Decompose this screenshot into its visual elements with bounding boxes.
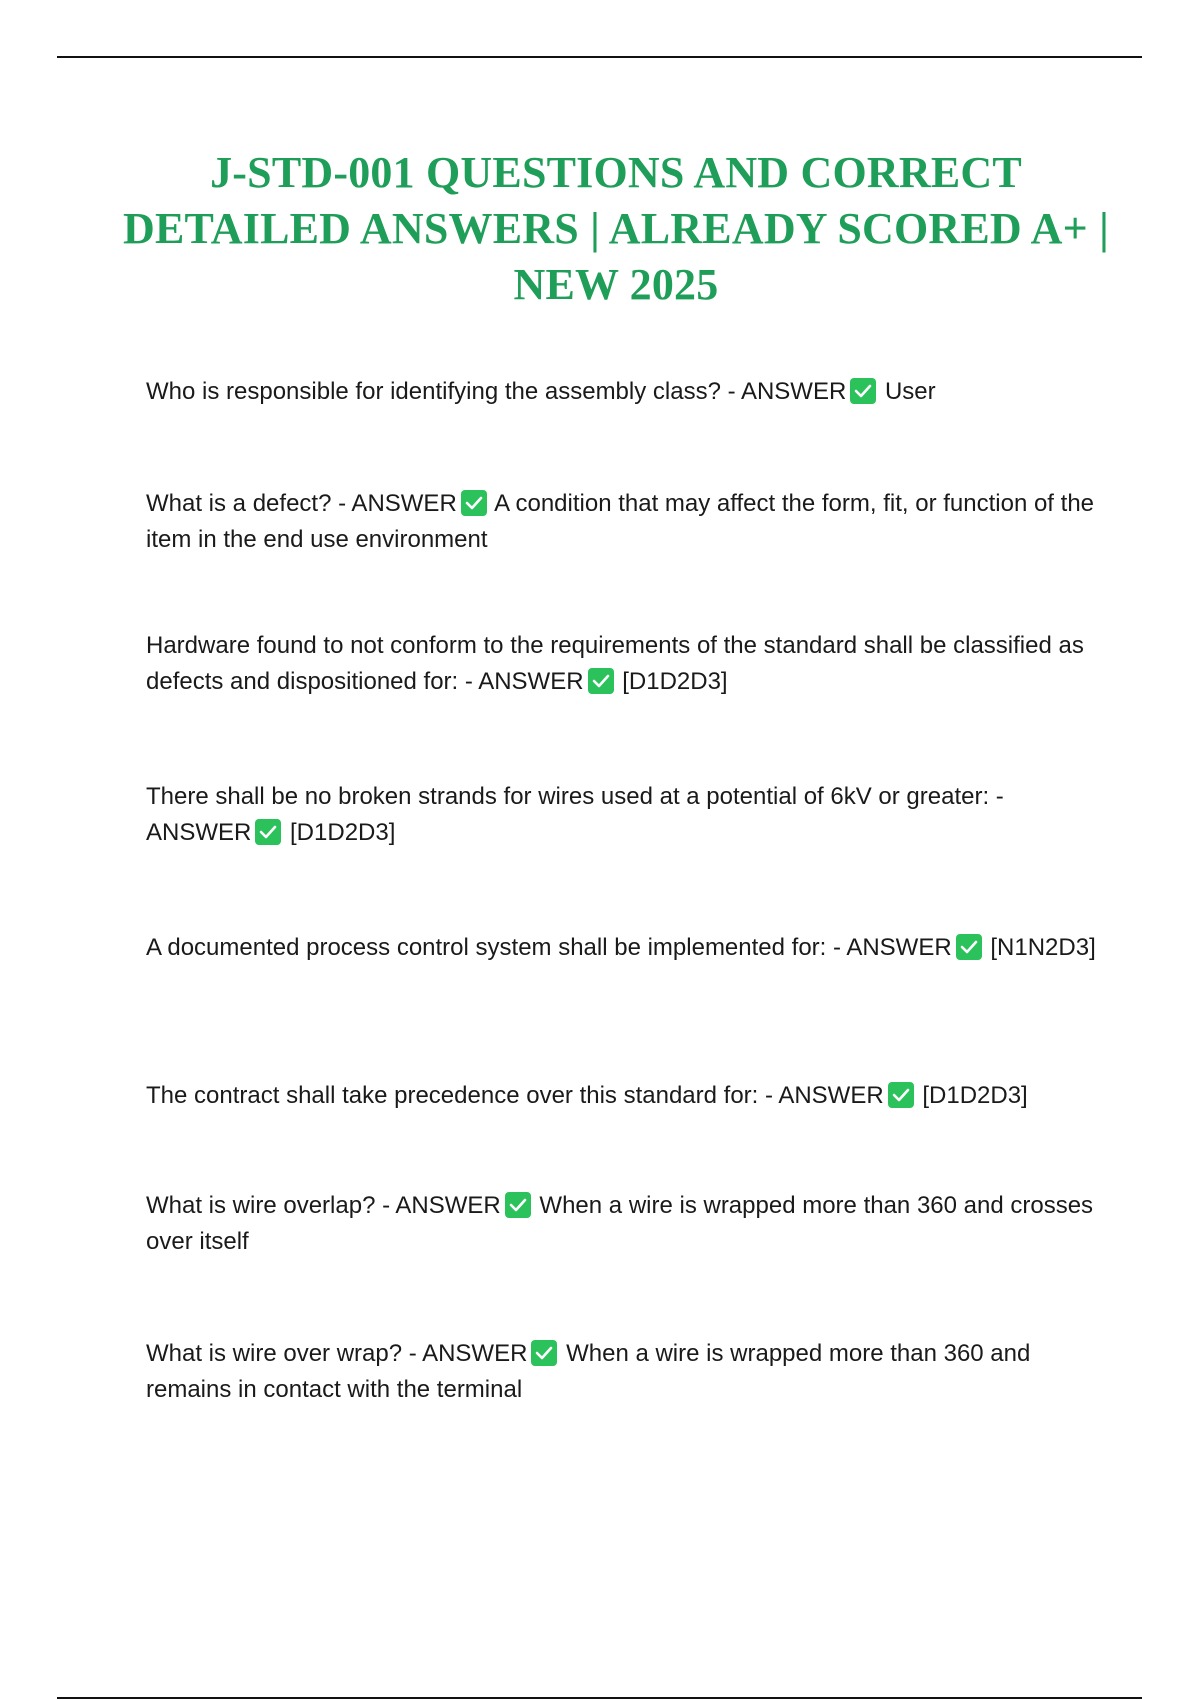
footer-rule xyxy=(57,1697,1142,1699)
answer-text: User xyxy=(878,378,936,405)
answer-text: When a wire is wrapped more than 360 and remains in contact with the terminal xyxy=(146,1340,1031,1403)
qa-item xyxy=(146,486,1096,558)
question-text: There shall be no broken strands for wires used at a potential of 6kV or greater: - ANSWER xyxy=(146,783,1004,846)
checkmark-icon xyxy=(255,819,281,845)
qa-item xyxy=(146,930,1096,966)
checkmark-icon xyxy=(461,490,487,516)
qa-item xyxy=(146,779,1096,851)
answer-text: [D1D2D3] xyxy=(615,668,728,695)
document-title: J-STD-001 QUESTIONS AND CORRECT DETAILED ANSWERS | ALREADY SCORED A+ | NEW 2025 xyxy=(122,148,1110,309)
qa-item xyxy=(146,1078,1096,1114)
checkmark-icon xyxy=(956,934,982,960)
question-text: Who is responsible for identifying the assembly class? - ANSWER xyxy=(146,378,847,405)
question-text: Hardware found to not conform to the requirements of the standard shall be classified as defects and dispositioned for: - ANSWER xyxy=(146,632,1084,695)
question-text: What is a defect? - ANSWER xyxy=(146,490,457,517)
question-text: The contract shall take precedence over this standard for: - ANSWER xyxy=(146,1082,884,1109)
question-text: A documented process control system shall be implemented for: - ANSWER xyxy=(146,934,952,961)
answer-text: When a wire is wrapped more than 360 and crosses over itself xyxy=(146,1192,1094,1255)
question-text: What is wire over wrap? - ANSWER xyxy=(146,1340,528,1367)
checkmark-icon xyxy=(505,1192,531,1218)
qa-item xyxy=(146,374,1096,410)
header-rule xyxy=(57,56,1142,58)
checkmark-icon xyxy=(588,668,614,694)
checkmark-icon xyxy=(850,378,876,404)
answer-text: A condition that may affect the form, fit, or function of the item in the end use environment xyxy=(146,490,1095,553)
checkmark-icon xyxy=(531,1340,557,1366)
qa-item xyxy=(146,1336,1096,1408)
answer-text: [N1N2D3] xyxy=(983,934,1096,961)
answer-text: [D1D2D3] xyxy=(915,1082,1028,1109)
answer-text: [D1D2D3] xyxy=(283,819,396,846)
checkmark-icon xyxy=(888,1082,914,1108)
qa-item xyxy=(146,628,1096,700)
question-text: What is wire overlap? - ANSWER xyxy=(146,1192,501,1219)
qa-item xyxy=(146,1188,1096,1260)
